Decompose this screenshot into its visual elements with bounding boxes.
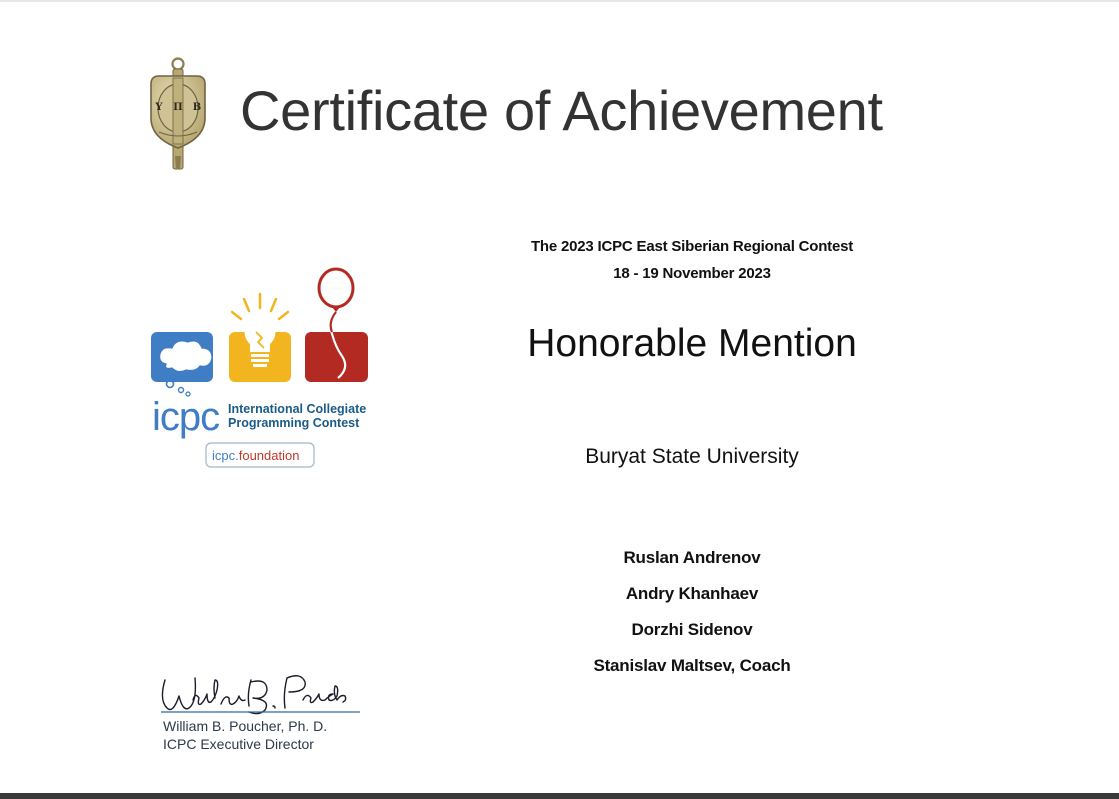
icpc-logo — [148, 266, 374, 472]
logo-url-part1: icpc. — [212, 448, 239, 463]
signature-image — [155, 670, 365, 718]
balloon-tile-icon — [305, 332, 368, 382]
university-name: Buryat State University — [585, 445, 799, 468]
team-members-list — [482, 548, 902, 692]
logo-url — [212, 448, 299, 463]
contest-dates: 18 - 19 November 2023 — [613, 265, 771, 282]
bottom-border — [0, 793, 1119, 799]
team-member: Stanislav Maltsev, Coach — [593, 656, 791, 675]
team-member: Andry Khanhaev — [625, 584, 759, 603]
seal-letter-2: Π — [173, 102, 183, 113]
top-border — [0, 0, 1119, 2]
seal-letter-1: Υ — [155, 102, 163, 113]
team-member: Dorzhi Sidenov — [631, 620, 753, 639]
upe-seal-icon — [145, 56, 213, 174]
signatory-role: ICPC Executive Director — [163, 736, 314, 752]
seal-letter-3: Β — [192, 102, 202, 113]
award-title: Honorable Mention — [527, 322, 857, 365]
logo-tagline-line1: International Collegiate — [228, 402, 367, 416]
icpc-wordmark: icpc — [152, 395, 220, 439]
logo-url-part2: foundation — [238, 448, 300, 463]
logo-tagline-line2: Programming Contest — [228, 416, 360, 430]
contest-name: The 2023 ICPC East Siberian Regional Contest — [530, 238, 854, 255]
certificate-title: Certificate of Achievement — [240, 79, 883, 142]
signatory-name: William B. Poucher, Ph. D. — [163, 718, 328, 734]
team-member: Ruslan Andrenov — [623, 548, 761, 567]
